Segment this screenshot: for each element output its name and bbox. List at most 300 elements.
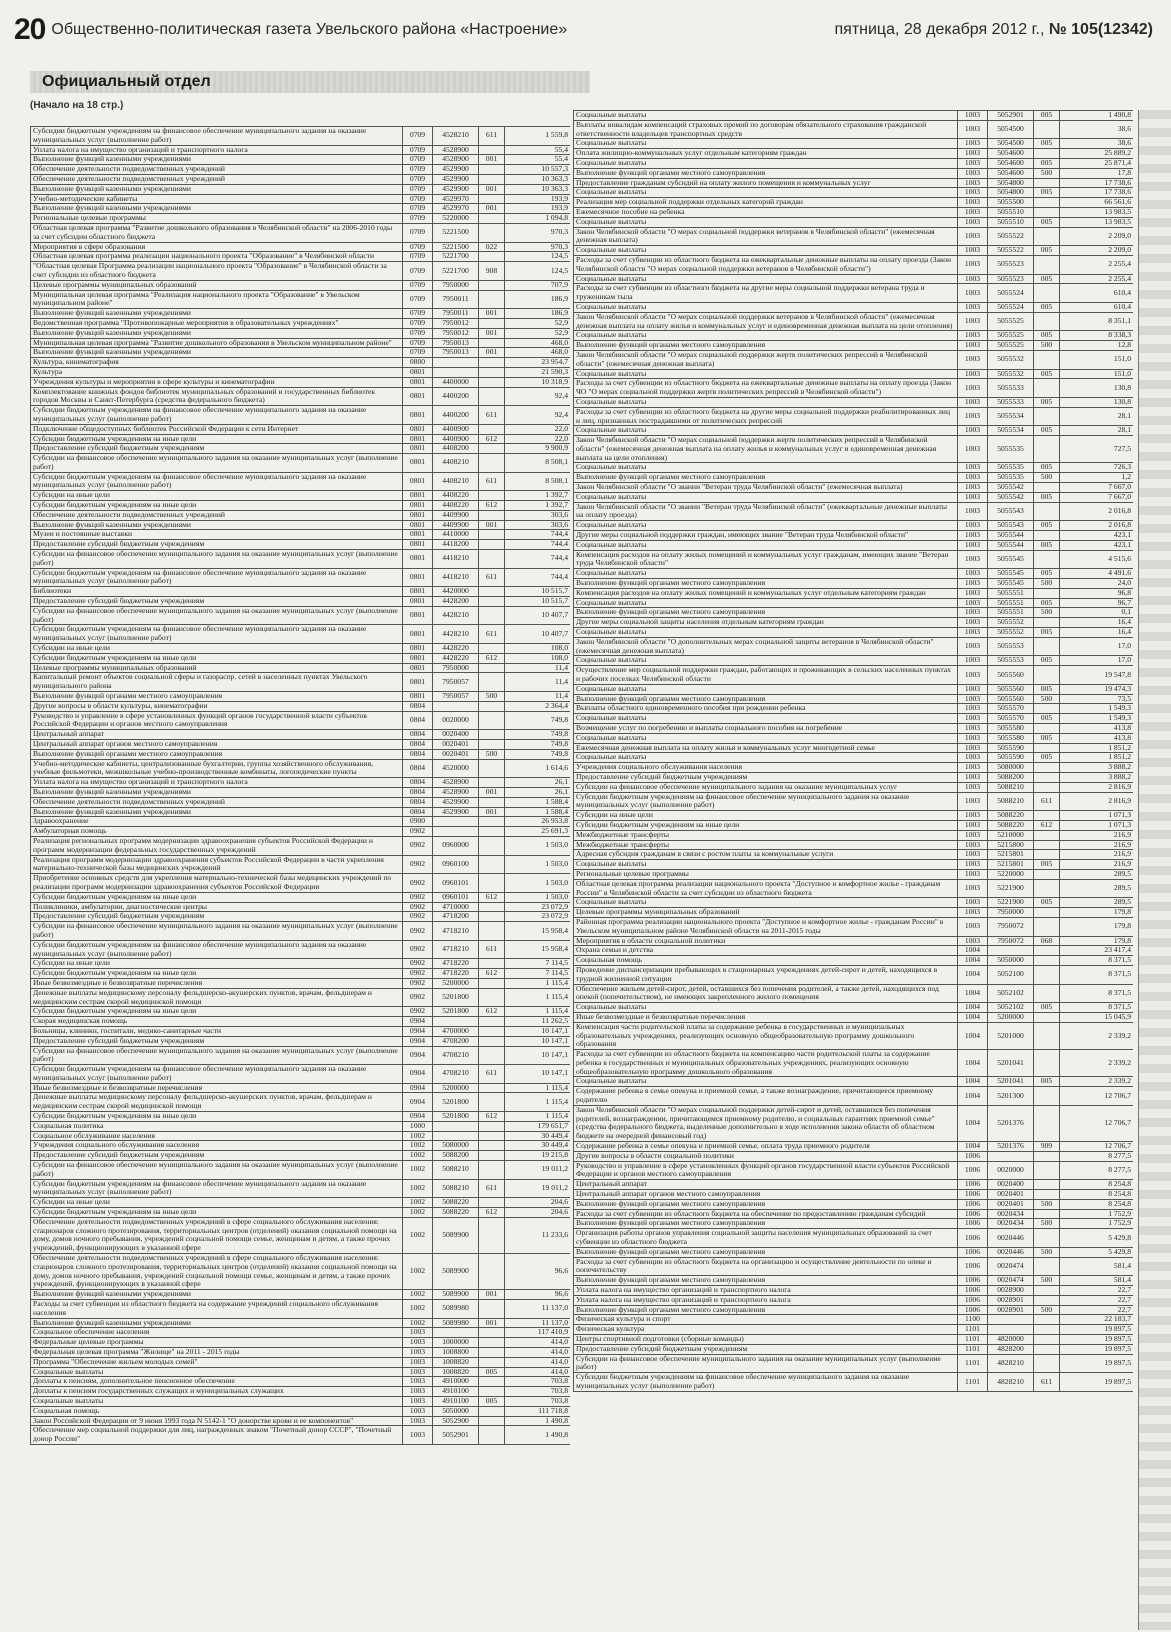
- section-code-cell: 1004: [958, 956, 988, 966]
- section-code-cell: 0902: [403, 874, 433, 893]
- expense-type-cell: [1034, 811, 1060, 821]
- article-code-cell: 0028900: [988, 1286, 1034, 1296]
- article-code-cell: 4910000: [433, 1377, 479, 1387]
- row-name-cell: Социальные выплаты: [574, 397, 958, 407]
- amount-cell: 108,0: [505, 653, 571, 663]
- amount-cell: 5 429,8: [1060, 1229, 1134, 1248]
- expense-type-cell: [479, 290, 505, 309]
- amount-cell: 130,8: [1060, 397, 1134, 407]
- amount-cell: 22,0: [505, 434, 571, 444]
- amount-cell: 2 255,4: [1060, 255, 1134, 274]
- section-code-cell: 1003: [958, 407, 988, 426]
- expense-type-cell: [479, 912, 505, 922]
- expense-type-cell: [479, 1328, 505, 1338]
- expense-type-cell: 005: [1034, 684, 1060, 694]
- section-code-cell: 1003: [958, 246, 988, 256]
- article-code-cell: 4528900: [433, 778, 479, 788]
- article-code-cell: 5055525: [988, 312, 1034, 331]
- budget-row: [31, 145, 571, 155]
- article-code-cell: [988, 1315, 1034, 1325]
- section-code-cell: 1003: [403, 1367, 433, 1377]
- amount-cell: 1 115,4: [505, 1093, 571, 1112]
- budget-row: [31, 797, 571, 807]
- amount-cell: 19 897,5: [1060, 1354, 1134, 1373]
- budget-row: [31, 1017, 571, 1027]
- amount-cell: 1 115,4: [505, 1112, 571, 1122]
- row-name-cell: Муниципальная целевая программа "Развитие дошкольного образования в Увельском муниципальном районе": [31, 338, 403, 348]
- article-code-cell: 5055534: [988, 426, 1034, 436]
- row-name-cell: Руководство и управление в сфере установленных функций органов государственной власти субъектов Российской Федерации и органов местного самоуправления: [31, 711, 403, 730]
- section-code-cell: 1003: [958, 704, 988, 714]
- amount-cell: 55,4: [505, 155, 571, 165]
- section-code-cell: 0801: [403, 501, 433, 511]
- section-code-cell: 1002: [403, 1161, 433, 1180]
- row-name-cell: Расходы за счет субвенции из областного бюджета на ежеквартальные денежные выплаты на оплату проезда (Закон ЧО "О мерах социальной поддержки жертв политических репрессий в Челябинской области"): [574, 379, 958, 398]
- article-code-cell: 0960000: [433, 836, 479, 855]
- row-name-cell: Закон Челябинской области "О мерах социальной поддержки жертв политических репрессий в Челябинской области" (ежемесячная денежная выплата на оплату жилья и коммунальных услуг и единовременная денежная выплата на цели отопления): [574, 436, 958, 463]
- expense-type-cell: 500: [1034, 341, 1060, 351]
- article-code-cell: 5221900: [988, 879, 1034, 898]
- section-code-cell: 1003: [403, 1396, 433, 1406]
- amount-cell: 25 871,4: [1060, 158, 1134, 168]
- budget-row: [574, 397, 1134, 407]
- section-code-cell: 1003: [958, 463, 988, 473]
- row-name-cell: Социальные выплаты: [574, 598, 958, 608]
- amount-cell: 151,0: [1060, 369, 1134, 379]
- amount-cell: 413,8: [1060, 724, 1134, 734]
- budget-row: [31, 778, 571, 788]
- budget-row: [31, 387, 571, 406]
- expense-type-cell: [1034, 1022, 1060, 1049]
- expense-type-cell: 005: [1034, 188, 1060, 198]
- row-name-cell: Выполнение функций органами местного самоуправления: [574, 473, 958, 483]
- expense-type-cell: [479, 214, 505, 224]
- amount-cell: 7 667,0: [1060, 492, 1134, 502]
- budget-row: [574, 302, 1134, 312]
- article-code-cell: 4718200: [433, 912, 479, 922]
- article-code-cell: 5055551: [988, 598, 1034, 608]
- budget-row: [574, 217, 1134, 227]
- row-name-cell: Иные безвозмездные и безвозвратные перечисления: [31, 978, 403, 988]
- amount-cell: 22,7: [1060, 1295, 1134, 1305]
- budget-row: [574, 350, 1134, 369]
- row-name-cell: Доплаты к пенсиям, дополнительное пенсионное обеспечение: [31, 1377, 403, 1387]
- section-code-cell: 1003: [958, 869, 988, 879]
- budget-row: [31, 174, 571, 184]
- section-code-cell: 0801: [403, 377, 433, 387]
- expense-type-cell: [479, 759, 505, 778]
- row-name-cell: Социальные выплаты: [574, 217, 958, 227]
- budget-row: [574, 521, 1134, 531]
- article-code-cell: 4408220: [433, 501, 479, 511]
- article-code-cell: 4708200: [433, 1036, 479, 1046]
- expense-type-cell: [479, 959, 505, 969]
- section-code-cell: 1004: [958, 984, 988, 1003]
- section-code-cell: 0801: [403, 692, 433, 702]
- budget-row: [574, 158, 1134, 168]
- expense-type-cell: [479, 280, 505, 290]
- row-name-cell: Социальные выплаты: [574, 246, 958, 256]
- row-name-cell: Учебно-методические кабинеты: [31, 194, 403, 204]
- budget-row: [574, 1087, 1134, 1106]
- amount-cell: 7 114,5: [505, 959, 571, 969]
- article-code-cell: 5052102: [988, 984, 1034, 1003]
- expense-type-cell: [1034, 743, 1060, 753]
- expense-type-cell: 612: [479, 653, 505, 663]
- amount-cell: 17,8: [1060, 168, 1134, 178]
- section-code-cell: 0801: [403, 367, 433, 377]
- amount-cell: 10 515,7: [505, 587, 571, 597]
- section-code-cell: 1006: [958, 1151, 988, 1161]
- budget-row: [574, 1199, 1134, 1209]
- amount-cell: 73,5: [1060, 694, 1134, 704]
- row-name-cell: Субсидии бюджетным учреждениям на финансовое обеспечение муниципального задания на оказание муниципальных услуг (выполнение работ): [31, 940, 403, 959]
- row-name-cell: Закон Челябинской области "О звании "Ветеран труда Челябинской области" (ежеквартальные денежные выплаты на оплату проезда): [574, 502, 958, 521]
- article-code-cell: 5088200: [433, 1151, 479, 1161]
- amount-cell: 8 371,5: [1060, 1003, 1134, 1013]
- budget-row: [31, 653, 571, 663]
- budget-row: [31, 1065, 571, 1084]
- article-code-cell: 5055545: [988, 550, 1034, 569]
- budget-row: [574, 588, 1134, 598]
- section-code-cell: 1003: [958, 917, 988, 936]
- expense-type-cell: 005: [1034, 898, 1060, 908]
- budget-row: [31, 692, 571, 702]
- budget-row: [574, 656, 1134, 666]
- row-name-cell: Комплектование книжных фондов библиотек муниципальных образований и государственных библиотек городов Москвы и Санкт-Петербурга (средства федерального бюджета): [31, 387, 403, 406]
- expense-type-cell: 500: [1034, 694, 1060, 704]
- section-code-cell: 1003: [958, 588, 988, 598]
- budget-row: [574, 1344, 1134, 1354]
- section-code-cell: 0709: [403, 328, 433, 338]
- row-name-cell: Субсидии бюджетным учреждениям на финансовое обеспечение муниципального задания на оказание муниципальных услуг (выполнение работ): [31, 568, 403, 587]
- amount-cell: 1 851,2: [1060, 743, 1134, 753]
- row-name-cell: Субсидии на иные цели: [31, 959, 403, 969]
- section-code-cell: 0709: [403, 155, 433, 165]
- section-code-cell: 1003: [958, 302, 988, 312]
- row-name-cell: Региональные целевые программы: [31, 214, 403, 224]
- article-code-cell: [433, 1017, 479, 1027]
- budget-row: [574, 540, 1134, 550]
- budget-row: [574, 628, 1134, 638]
- amount-cell: 12,8: [1060, 341, 1134, 351]
- expense-type-cell: 005: [1034, 714, 1060, 724]
- expense-type-cell: [479, 711, 505, 730]
- amount-cell: 2 816,9: [1060, 792, 1134, 811]
- amount-cell: 38,6: [1060, 139, 1134, 149]
- row-name-cell: Областная целевая программа реализации национального проекта "Доступное и комфортное жилье - гражданам России" в Челябинской области за счет субсидии из областного бюджета: [574, 879, 958, 898]
- amount-cell: 1 503,0: [505, 874, 571, 893]
- amount-cell: 11 233,6: [505, 1217, 571, 1253]
- article-code-cell: 5088220: [433, 1198, 479, 1208]
- section-code-cell: 1006: [958, 1219, 988, 1229]
- row-name-cell: Центры спортивной подготовки (сборные команды): [574, 1335, 958, 1345]
- amount-cell: 15 958,4: [505, 922, 571, 941]
- section-code-cell: 1004: [958, 1012, 988, 1022]
- section-code-cell: 1003: [958, 312, 988, 331]
- article-code-cell: 4700000: [433, 1026, 479, 1036]
- expense-type-cell: 001: [479, 309, 505, 319]
- amount-cell: 216,9: [1060, 830, 1134, 840]
- section-code-cell: 1003: [958, 207, 988, 217]
- row-name-cell: Амбулаторная помощь: [31, 827, 403, 837]
- expense-type-cell: [1034, 178, 1060, 188]
- section-code-cell: 1101: [958, 1325, 988, 1335]
- amount-cell: 726,3: [1060, 463, 1134, 473]
- section-code-cell: 1003: [403, 1357, 433, 1367]
- row-name-cell: Социальные выплаты: [574, 714, 958, 724]
- amount-cell: 8 508,1: [505, 472, 571, 491]
- expense-type-cell: [479, 1161, 505, 1180]
- expense-type-cell: 612: [479, 1208, 505, 1218]
- amount-cell: 749,8: [505, 730, 571, 740]
- budget-row: [574, 284, 1134, 303]
- expense-type-cell: [1034, 965, 1060, 984]
- budget-row: [31, 540, 571, 550]
- article-code-cell: [433, 1121, 479, 1131]
- row-name-cell: Выполнение функций казенными учреждениями: [31, 309, 403, 319]
- budget-row: [31, 1036, 571, 1046]
- amount-cell: 414,0: [505, 1338, 571, 1348]
- amount-cell: 8 254,8: [1060, 1180, 1134, 1190]
- row-name-cell: Капитальный ремонт объектов социальной сферы и газораспр. сетей в населенных пунктах Увельского муниципального района: [31, 673, 403, 692]
- article-code-cell: 4828210: [988, 1354, 1034, 1373]
- expense-type-cell: [479, 387, 505, 406]
- amount-cell: 289,5: [1060, 898, 1134, 908]
- amount-cell: 468,0: [505, 338, 571, 348]
- row-name-cell: Субсидии на иные цели: [31, 491, 403, 501]
- expense-type-cell: 005: [1034, 1077, 1060, 1087]
- budget-row: [574, 743, 1134, 753]
- expense-type-cell: 005: [1034, 656, 1060, 666]
- amount-cell: 1 115,4: [505, 988, 571, 1007]
- expense-type-cell: [479, 424, 505, 434]
- amount-cell: 22,7: [1060, 1286, 1134, 1296]
- budget-row: [31, 1406, 571, 1416]
- section-code-cell: 1002: [403, 1217, 433, 1253]
- amount-cell: 2 016,8: [1060, 502, 1134, 521]
- budget-row: [31, 204, 571, 214]
- article-code-cell: 4409900: [433, 510, 479, 520]
- amount-cell: 8 254,8: [1060, 1199, 1134, 1209]
- row-name-cell: Выполнение функций органами местного самоуправления: [31, 749, 403, 759]
- section-code-cell: 0902: [403, 1007, 433, 1017]
- row-name-cell: Предоставление субсидий бюджетным учреждениям: [31, 1036, 403, 1046]
- amount-cell: 2 364,4: [505, 701, 571, 711]
- article-code-cell: 4409900: [433, 520, 479, 530]
- budget-row: [31, 127, 571, 146]
- row-name-cell: Другие меры социальной защиты населения отдельным категориям граждан: [574, 618, 958, 628]
- amount-cell: 8 508,1: [505, 454, 571, 473]
- amount-cell: 1 392,7: [505, 501, 571, 511]
- section-code-cell: 1003: [958, 492, 988, 502]
- section-code-cell: 0709: [403, 174, 433, 184]
- article-code-cell: 5052900: [433, 1416, 479, 1426]
- row-name-cell: Иные безвозмездные и безвозвратные перечисления: [574, 1012, 958, 1022]
- article-code-cell: 0020401: [988, 1199, 1034, 1209]
- row-name-cell: Расходы за счет субвенции из областного бюджета на ежеквартальные денежные выплаты на оплату проезда (Закон Челябинской области "О мерах социальной поддержки ветеранов в Челябинской области"): [574, 255, 958, 274]
- article-code-cell: 5200000: [433, 978, 479, 988]
- article-code-cell: 5052901: [988, 111, 1034, 121]
- amount-cell: 216,9: [1060, 850, 1134, 860]
- section-code-cell: 0801: [403, 550, 433, 569]
- budget-row: [31, 1348, 571, 1358]
- article-code-cell: 4410000: [433, 530, 479, 540]
- row-name-cell: Социальные выплаты: [574, 426, 958, 436]
- expense-type-cell: [1034, 1315, 1060, 1325]
- row-name-cell: Другие вопросы в области социальной политики: [574, 1151, 958, 1161]
- budget-row: [31, 184, 571, 194]
- article-code-cell: 0020400: [433, 730, 479, 740]
- article-code-cell: 5221500: [433, 242, 479, 252]
- section-code-cell: 1003: [958, 168, 988, 178]
- article-code-cell: 5201376: [988, 1142, 1034, 1152]
- expense-type-cell: 612: [479, 434, 505, 444]
- article-code-cell: 4428210: [433, 606, 479, 625]
- budget-row: [31, 730, 571, 740]
- section-code-cell: 1003: [958, 637, 988, 656]
- article-code-cell: 4708210: [433, 1065, 479, 1084]
- amount-cell: 303,6: [505, 520, 571, 530]
- article-code-cell: 5055580: [988, 724, 1034, 734]
- row-name-cell: Субсидии на иные цели: [574, 811, 958, 821]
- section-code-cell: 1003: [958, 763, 988, 773]
- amount-cell: 179,8: [1060, 917, 1134, 936]
- budget-row: [574, 569, 1134, 579]
- amount-cell: 10 318,9: [505, 377, 571, 387]
- budget-row: [574, 811, 1134, 821]
- expense-type-cell: [479, 252, 505, 262]
- section-code-cell: 1003: [958, 860, 988, 870]
- expense-type-cell: 005: [1034, 274, 1060, 284]
- section-code-cell: 0801: [403, 606, 433, 625]
- row-name-cell: Субсидии бюджетным учреждениям на финансовое обеспечение муниципального задания на оказание муниципальных услуг (выполнение работ): [31, 1179, 403, 1198]
- row-name-cell: Предоставление субсидий бюджетным учреждениям: [574, 1344, 958, 1354]
- expense-type-cell: [1034, 483, 1060, 493]
- budget-row: [574, 908, 1134, 918]
- amount-cell: 2 255,4: [1060, 274, 1134, 284]
- amount-cell: 22 183,7: [1060, 1315, 1134, 1325]
- row-name-cell: Субсидии бюджетным учреждениям на финансовое обеспечение муниципального задания на оказание муниципальных услуг (выполнение работ): [574, 792, 958, 811]
- budget-row: [31, 749, 571, 759]
- row-name-cell: Расходы за счет субвенции из областного бюджета на другие меры социальной поддержки ветерана труда и труженикам тыла: [574, 284, 958, 303]
- section-code-cell: 0709: [403, 184, 433, 194]
- section-code-cell: 1003: [403, 1348, 433, 1358]
- section-code-cell: 1004: [958, 1142, 988, 1152]
- budget-row: [31, 874, 571, 893]
- expense-type-cell: [1034, 531, 1060, 541]
- expense-type-cell: [479, 174, 505, 184]
- amount-cell: 3 888,2: [1060, 772, 1134, 782]
- section-code-cell: 1002: [403, 1300, 433, 1319]
- expense-type-cell: 001: [479, 807, 505, 817]
- amount-cell: 19 474,3: [1060, 684, 1134, 694]
- article-code-cell: 4408210: [433, 472, 479, 491]
- expense-type-cell: [479, 1416, 505, 1426]
- budget-row: [574, 598, 1134, 608]
- section-code-cell: 0902: [403, 959, 433, 969]
- row-name-cell: Областная целевая программа "Развитие дошкольного образования в Челябинской области" на 2006-2010 годы за счет субсидии областного бюджета: [31, 223, 403, 242]
- row-name-cell: Социальные выплаты: [574, 463, 958, 473]
- amount-cell: 38,6: [1060, 120, 1134, 139]
- section-code-cell: 1002: [403, 1151, 433, 1161]
- budget-row: [31, 969, 571, 979]
- section-code-cell: 1004: [958, 1022, 988, 1049]
- article-code-cell: 4910100: [433, 1387, 479, 1397]
- section-code-cell: 0801: [403, 540, 433, 550]
- budget-row: [31, 922, 571, 941]
- article-code-cell: 5055535: [988, 463, 1034, 473]
- expense-type-cell: [479, 377, 505, 387]
- section-code-cell: 0804: [403, 787, 433, 797]
- expense-type-cell: [479, 540, 505, 550]
- budget-row: [31, 520, 571, 530]
- budget-row: [31, 252, 571, 262]
- row-name-cell: Субсидии бюджетным учреждениям на финансовое обеспечение муниципального задания на оказание муниципальных услуг (выполнение работ): [574, 1373, 958, 1392]
- row-name-cell: Целевые программы муниципальных образований: [31, 280, 403, 290]
- article-code-cell: [433, 367, 479, 377]
- amount-cell: 13 983,5: [1060, 207, 1134, 217]
- row-name-cell: Доплаты к пенсиям государственных служащих и муниципальных служащих: [31, 1387, 403, 1397]
- expense-type-cell: 001: [479, 184, 505, 194]
- section-code-cell: 1003: [958, 139, 988, 149]
- budget-row: [31, 912, 571, 922]
- section-code-cell: 1101: [958, 1373, 988, 1392]
- expense-type-cell: [479, 730, 505, 740]
- article-code-cell: 5055543: [988, 521, 1034, 531]
- section-code-cell: 1000: [403, 1121, 433, 1131]
- expense-type-cell: [1034, 1229, 1060, 1248]
- budget-row: [31, 550, 571, 569]
- article-code-cell: 5088210: [433, 1161, 479, 1180]
- section-code-cell: 1003: [958, 908, 988, 918]
- amount-cell: 414,0: [505, 1367, 571, 1377]
- budget-row: [31, 406, 571, 425]
- article-code-cell: 5215801: [988, 860, 1034, 870]
- amount-cell: 303,6: [505, 510, 571, 520]
- budget-row: [574, 426, 1134, 436]
- budget-row: [574, 753, 1134, 763]
- expense-type-cell: 005: [1034, 492, 1060, 502]
- budget-row: [574, 579, 1134, 589]
- amount-cell: 10 557,3: [505, 165, 571, 175]
- amount-cell: 19 897,5: [1060, 1325, 1134, 1335]
- expense-type-cell: [1034, 850, 1060, 860]
- section-code-cell: 1003: [958, 255, 988, 274]
- amount-cell: 26,1: [505, 787, 571, 797]
- amount-cell: 8 371,5: [1060, 956, 1134, 966]
- amount-cell: 10 407,7: [505, 606, 571, 625]
- row-name-cell: Субсидии бюджетным учреждениям на иные цели: [31, 1007, 403, 1017]
- article-code-cell: 5088220: [433, 1208, 479, 1218]
- budget-row: [31, 1093, 571, 1112]
- section-code-cell: 0709: [403, 338, 433, 348]
- budget-row: [31, 988, 571, 1007]
- amount-cell: 19 215,8: [505, 1151, 571, 1161]
- budget-row: [31, 491, 571, 501]
- article-code-cell: 5201300: [988, 1087, 1034, 1106]
- budget-row: [574, 879, 1134, 898]
- expense-type-cell: 001: [479, 328, 505, 338]
- amount-cell: 19 897,5: [1060, 1335, 1134, 1345]
- amount-cell: 581,4: [1060, 1257, 1134, 1276]
- budget-row: [31, 807, 571, 817]
- amount-cell: 5 429,8: [1060, 1247, 1134, 1257]
- article-code-cell: 4529900: [433, 807, 479, 817]
- article-code-cell: 4418210: [433, 550, 479, 569]
- section-code-cell: 0709: [403, 204, 433, 214]
- article-code-cell: 0020000: [433, 711, 479, 730]
